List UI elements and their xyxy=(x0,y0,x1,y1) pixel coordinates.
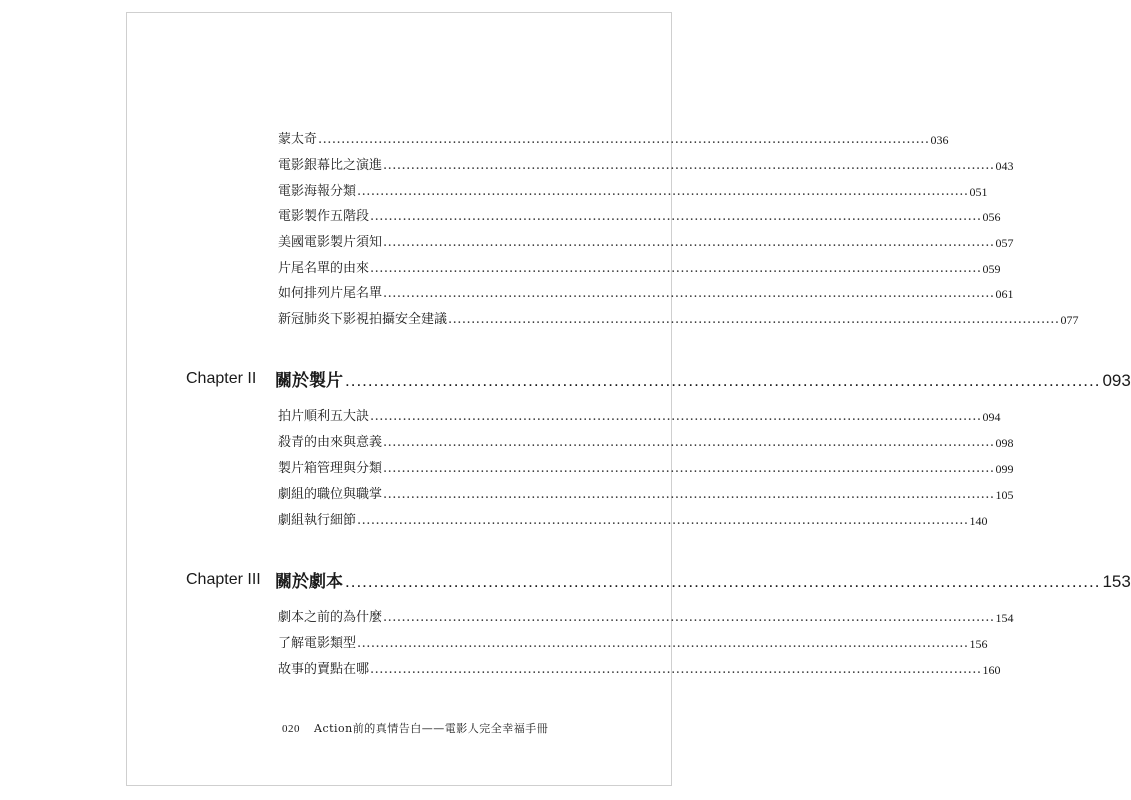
dot-leader: .................................................................................................................................... xyxy=(357,636,969,651)
dot-leader: .................................................................................................................................... xyxy=(383,235,995,250)
toc-entry-title: 劇組執行細節 xyxy=(278,513,357,528)
toc-entry-page: 036 xyxy=(930,133,949,147)
toc-entry-page: 105 xyxy=(995,488,1014,502)
dot-leader: .................................................................................................................................... xyxy=(448,312,1060,327)
toc-entry xyxy=(278,203,1001,225)
toc-entry xyxy=(278,178,988,200)
toc-entry xyxy=(278,656,1001,678)
toc-entry-title: 拍片順利五大訣 xyxy=(278,409,370,424)
toc-entry-page: 061 xyxy=(995,287,1014,301)
page-footer xyxy=(282,720,548,738)
dot-leader: .................................................................................................................................... xyxy=(345,371,1101,390)
toc-entry-page: 098 xyxy=(995,436,1014,450)
chapter-label: Chapter II xyxy=(186,370,257,387)
dot-leader: .................................................................................................................................... xyxy=(370,209,982,224)
toc-entry-page: 077 xyxy=(1060,313,1079,327)
chapter-page: 153 xyxy=(1102,572,1131,591)
chapter-title: 關於劇本 xyxy=(275,572,343,592)
dot-leader: .................................................................................................................................... xyxy=(383,610,995,625)
chapter-title: 關於製片 xyxy=(275,371,343,391)
toc-entry-page: 094 xyxy=(982,410,1001,424)
dot-leader: .................................................................................................................................... xyxy=(383,286,995,301)
toc-entry xyxy=(278,429,1014,451)
dot-leader: .................................................................................................................................... xyxy=(370,409,982,424)
toc-entry xyxy=(278,152,1014,174)
toc-entry-title: 美國電影製片須知 xyxy=(278,235,383,250)
toc-entry xyxy=(278,306,1079,328)
toc-entry-title: 劇組的職位與職掌 xyxy=(278,487,383,502)
chapter-heading xyxy=(275,366,1131,392)
dot-leader: .................................................................................................................................... xyxy=(318,132,930,147)
toc-entry-title: 劇本之前的為什麼 xyxy=(278,610,383,625)
toc-entry-page: 156 xyxy=(969,637,988,651)
toc-entry-page: 099 xyxy=(995,462,1014,476)
toc-entry xyxy=(278,126,949,148)
dot-leader: .................................................................................................................................... xyxy=(370,662,982,677)
toc-entry-title: 故事的賣點在哪 xyxy=(278,662,370,677)
toc-entry xyxy=(278,403,1001,425)
toc-entry-title: 製片箱管理與分類 xyxy=(278,461,383,476)
toc-entry-title: 新冠肺炎下影視拍攝安全建議 xyxy=(278,312,448,327)
toc-entry-page: 056 xyxy=(982,210,1001,224)
dot-leader: .................................................................................................................................... xyxy=(357,513,969,528)
chapter-heading xyxy=(275,567,1131,593)
toc-entry-page: 059 xyxy=(982,262,1001,276)
toc-entry xyxy=(278,481,1014,503)
toc-entry-page: 043 xyxy=(995,159,1014,173)
dot-leader: .................................................................................................................................... xyxy=(383,158,995,173)
toc-entry xyxy=(278,630,988,652)
toc-entry-title: 如何排列片尾名單 xyxy=(278,286,383,301)
toc-entry xyxy=(278,455,1014,477)
toc-entry-title: 殺青的由來與意義 xyxy=(278,435,383,450)
toc-entry-title: 電影銀幕比之演進 xyxy=(278,158,383,173)
dot-leader: .................................................................................................................................... xyxy=(357,184,969,199)
toc-entry-page: 057 xyxy=(995,236,1014,250)
toc-entry-page: 051 xyxy=(969,185,988,199)
running-title: Action前的真情告白——電影人完全幸福手冊 xyxy=(314,722,549,735)
toc-entry-title: 蒙太奇 xyxy=(278,132,318,147)
dot-leader: .................................................................................................................................... xyxy=(345,572,1101,591)
toc-entry xyxy=(278,229,1014,251)
chapter-label: Chapter III xyxy=(186,571,261,588)
folio-number: 020 xyxy=(282,723,300,735)
chapter-page: 093 xyxy=(1102,371,1131,390)
dot-leader: .................................................................................................................................... xyxy=(383,435,995,450)
toc-entry-title: 片尾名單的由來 xyxy=(278,261,370,276)
toc-entry-page: 154 xyxy=(995,611,1014,625)
toc-entry-title: 電影製作五階段 xyxy=(278,209,370,224)
toc-entry xyxy=(278,280,1014,302)
toc-entry-page: 160 xyxy=(982,663,1001,677)
toc-entry-page: 140 xyxy=(969,514,988,528)
toc-entry-title: 了解電影類型 xyxy=(278,636,357,651)
dot-leader: .................................................................................................................................... xyxy=(383,461,995,476)
toc-entry xyxy=(278,255,1001,277)
toc-entry xyxy=(278,507,988,529)
dot-leader: .................................................................................................................................... xyxy=(370,261,982,276)
toc-entry-title: 電影海報分類 xyxy=(278,184,357,199)
dot-leader: .................................................................................................................................... xyxy=(383,487,995,502)
toc-entry xyxy=(278,604,1014,626)
